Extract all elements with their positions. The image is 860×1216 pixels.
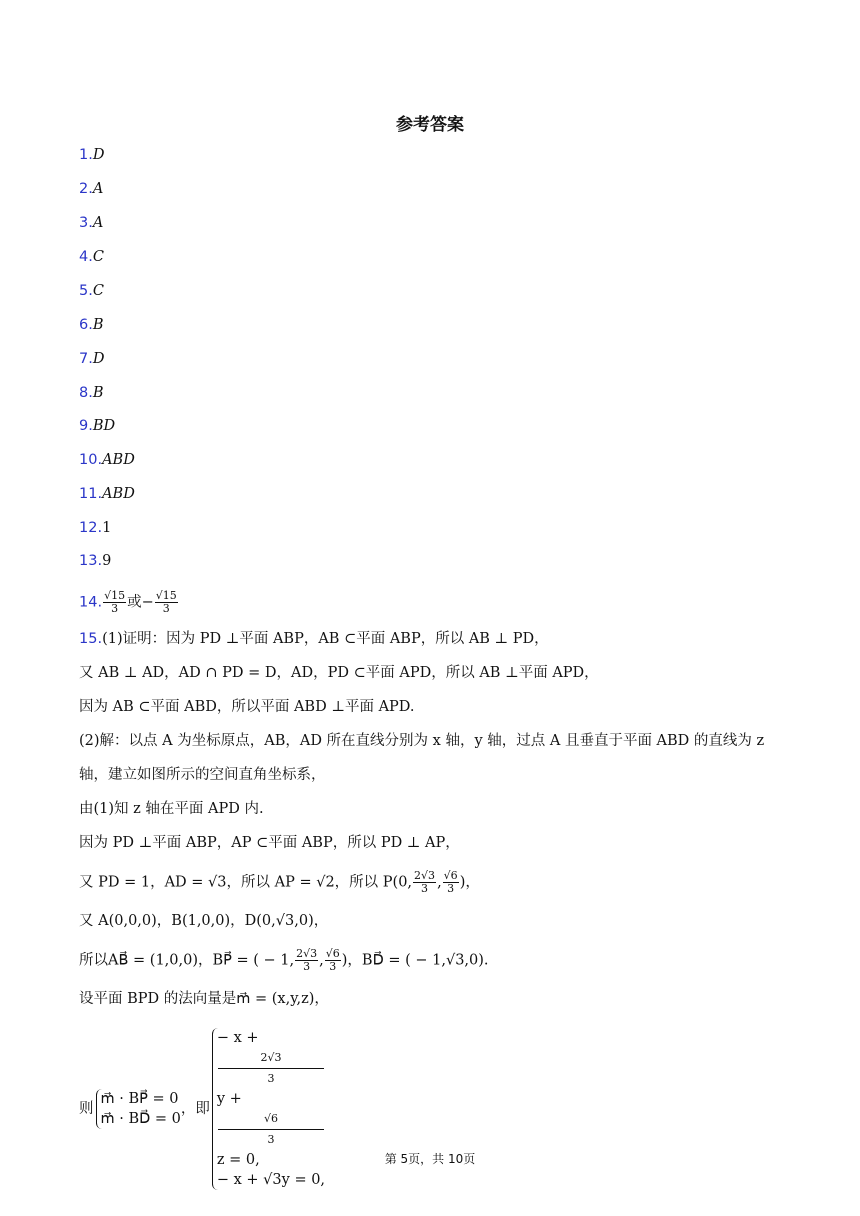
- fraction: $\frac{2√3}{3}$: [414, 869, 436, 895]
- solution-line: 设平面 BPD 的法向量是m⃗ = (x,y,z)，: [79, 991, 329, 1007]
- solution-line: 又 A(0,0,0)，B(1,0,0)，D(0,√3,0)，: [79, 913, 329, 929]
- answer-line: [79, 314, 104, 336]
- equation-system-line: 则 m⃗ · BP⃗ = 0 m⃗ · BD⃗ = 0 ，即 − x + 2√3 3 y + √6 3 z = 0, − x + √3y = 0,: [79, 1030, 326, 1188]
- question-number: 15.: [79, 631, 103, 647]
- equation-system: m⃗ · BP⃗ = 0 m⃗ · BD⃗ = 0: [96, 1089, 181, 1129]
- answer-line: [79, 550, 111, 572]
- question-number: 12.: [79, 520, 103, 536]
- question-number: 1.: [79, 147, 93, 163]
- question-number: 8.: [79, 385, 93, 401]
- solution-line: 又 AB ⊥ AD，AD ∩ PD = D，AD，PD ⊂平面 APD，所以 AB ⊥平面 APD，: [79, 665, 599, 681]
- answer-line: [79, 178, 103, 200]
- answer-value: B: [92, 317, 104, 333]
- answer-line: [79, 517, 111, 539]
- answer-line: [79, 382, 104, 404]
- solution-line: 由(1)知 z 轴在平面 APD 内.: [79, 801, 264, 817]
- question-number: 13.: [79, 553, 103, 569]
- question-number: 5.: [79, 283, 93, 299]
- answer-line: [79, 246, 104, 268]
- answer-value: B: [92, 385, 104, 401]
- answer-value: ABD: [102, 486, 135, 502]
- fraction: $\frac{2√3}{3}$: [296, 947, 318, 973]
- answer-line: [79, 280, 104, 302]
- question-number: 3.: [79, 215, 93, 231]
- answer-value: D: [92, 147, 105, 163]
- page-footer: 第 5页，共 10页: [384, 1152, 476, 1166]
- solution-line: 轴，建立如图所示的空间直角坐标系，: [79, 767, 326, 783]
- solution-line: 因为 PD ⊥平面 ABP，AP ⊂平面 ABP，所以 PD ⊥ AP，: [79, 835, 460, 851]
- fraction: $\frac{√6}{3}$: [325, 947, 340, 973]
- answer-line: [79, 415, 115, 437]
- answer-line: [79, 348, 104, 370]
- question-number: 10.: [79, 452, 103, 468]
- solution-line: 因为 AB ⊂平面 ABD，所以平面 ABD ⊥平面 APD.: [79, 699, 415, 715]
- answer-value: 1: [102, 520, 112, 536]
- answer-line: [79, 144, 104, 166]
- fraction: $\frac{√6}{3}$: [443, 869, 458, 895]
- question-number: 2.: [79, 181, 93, 197]
- question-number: 7.: [79, 351, 93, 367]
- equation-system: − x + 2√3 3 y + √6 3 z = 0, − x + √3y = 0,: [212, 1028, 325, 1190]
- answer-value: A: [92, 181, 104, 197]
- answer-value: A: [92, 215, 104, 231]
- solution-line: 15.(1)证明：因为 PD ⊥平面 ABP，AB ⊂平面 ABP，所以 AB ⊥ PD，: [79, 631, 549, 647]
- answer-value: ABD: [102, 452, 135, 468]
- solution-line: (2)解：以点 A 为坐标原点，AB，AD 所在直线分别为 x 轴，y 轴，过点 A 且垂直于平面 ABD 的直线为 z: [79, 733, 765, 749]
- answer-value: D: [92, 351, 105, 367]
- answer-line: [79, 483, 135, 505]
- answer-line: [79, 449, 135, 471]
- question-number: 14.: [79, 594, 103, 611]
- question-number: 11.: [79, 486, 103, 502]
- answer-value: BD: [92, 418, 116, 434]
- answer-line: [79, 212, 103, 234]
- fraction: $\frac{√15}{3}$: [155, 589, 177, 615]
- fraction: $\frac{√15}{3}$: [104, 589, 126, 615]
- answer-14: 14. $\frac{√15}{3}$ 或− $\frac{√15}{3}$: [79, 589, 177, 615]
- answer-value: C: [92, 283, 104, 299]
- question-number: 6.: [79, 317, 93, 333]
- answer-value: C: [92, 249, 104, 265]
- answer-value: 9: [102, 553, 112, 569]
- question-number: 9.: [79, 418, 93, 434]
- question-number: 4.: [79, 249, 93, 265]
- solution-line: 又 PD = 1，AD = √3，所以 AP = √2，所以 P(0, $\frac{2√3}{3}$ , $\frac{√6}{3}$ )，: [79, 869, 480, 895]
- solution-line: 所以AB⃗ = (1,0,0)，BP⃗ = ( − 1, $\frac{2√3}{3}$ , $\frac{√6}{3}$ )，BD⃗ = ( − 1,√3,0).: [79, 947, 489, 973]
- page-title: 参考答案: [396, 115, 464, 135]
